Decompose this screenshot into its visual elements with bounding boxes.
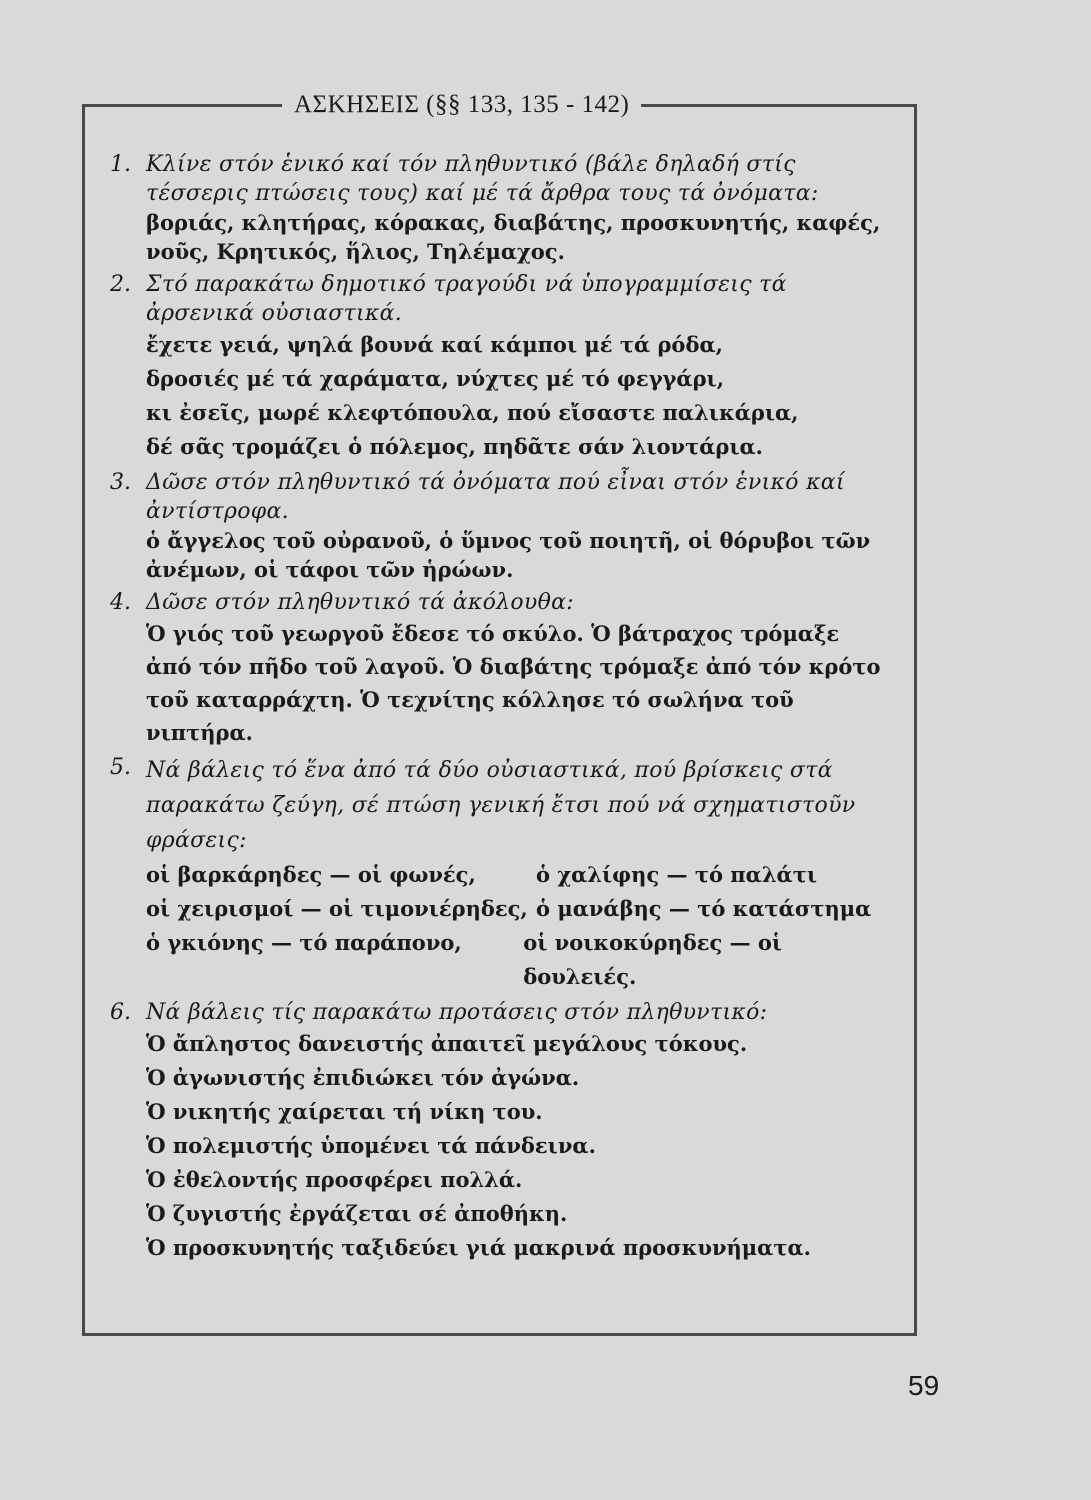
pair-left: ὁ γκιόνης — τό παράπονο, [146, 930, 462, 955]
pair-left: οἱ βαρκάρηδες — οἱ φωνές, [146, 862, 476, 887]
sentence: Ὁ πολεμιστής ὑπομένει τά πάνδεινα. [146, 1133, 596, 1158]
exercise-instruction: Κλίνε στόν ἑνικό καί τόν πληθυντικό (βάλε δηλαδή στίς τέσσερις πτώσεις τους) καί μέ τά ἄρθρα τους τά ὀνόματα: [146, 152, 819, 206]
poem-line: δροσιές μέ τά χαράματα, νύχτες μέ τό φεγγάρι, [146, 366, 725, 391]
pair-row [146, 858, 890, 892]
poem-line: ἔχετε γειά, ψηλά βουνά καί κάμποι μέ τά ρόδα, [146, 332, 723, 357]
pair-right: ὁ χαλίφης — τό παλάτι [536, 862, 818, 887]
sentence: Ὁ ζυγιστής ἐργάζεται σέ ἀποθήκη. [146, 1201, 568, 1226]
poem-line: κι ἐσεῖς, μωρέ κλεφτόπουλα, πού εἴσαστε παλικάρια, [146, 400, 799, 425]
exercise-number: 5. [110, 755, 131, 780]
exercise-instruction: Στό παρακάτω δημοτικό τραγούδι νά ὑπογραμμίσεις τά ἀρσενικά οὐσιαστικά. [146, 272, 787, 326]
exercise-5 [110, 753, 890, 858]
pair-right: οἱ νοικοκύρηδες — οἱ δουλειές. [523, 930, 783, 989]
poem-line: δέ σᾶς τρομάζει ὁ πόλεμος, πηδᾶτε σάν λιοντάρια. [146, 434, 763, 459]
exercise-instruction: Νά βάλεις τό ἕνα ἀπό τά δύο οὐσιαστικά, πού βρίσκεις στά παρακάτω ζεύγη, σέ πτώση γενική ἔτσι πού νά σχηματιστοῦν φράσεις: [146, 758, 856, 853]
word-pairs [110, 858, 890, 994]
exercise-number: 3. [110, 470, 131, 495]
sentence: Ὁ ἄπληστος δανειστής ἀπαιτεῖ μεγάλους τόκους. [146, 1031, 748, 1056]
exercise-2 [110, 270, 890, 328]
page-number: 59 [908, 1370, 940, 1401]
exercise-4 [110, 588, 890, 617]
exercise-words: βοριάς, κλητήρας, κόρακας, διαβάτης, προσκυνητής, καφές, νοῦς, Κρητικός, ἥλιος, Τηλέμαχος. [146, 210, 881, 264]
exercise-number: 1. [110, 152, 131, 177]
exercise-instruction: Δῶσε στόν πληθυντικό τά ἀκόλουθα: [146, 590, 575, 615]
exercise-3 [110, 468, 890, 526]
exercise-instruction: Δῶσε στόν πληθυντικό τά ὀνόματα πού εἶναι στόν ἑνικό καί ἀντίστροφα. [146, 470, 845, 524]
pair-row [146, 926, 890, 994]
exercise-number: 4. [110, 590, 131, 615]
exercise-6 [110, 998, 890, 1027]
pair-row [146, 892, 890, 926]
pair-right: ὁ μανάβης — τό κατάστημα [536, 896, 872, 921]
exercise-list [110, 150, 890, 1265]
sentence: Ὁ νικητής χαίρεται τή νίκη του. [146, 1099, 543, 1124]
exercise-1 [110, 150, 890, 208]
sentence: Ὁ ἐθελοντής προσφέρει πολλά. [146, 1167, 523, 1192]
poem [110, 328, 890, 464]
exercise-text: Ὁ γιός τοῦ γεωργοῦ ἔδεσε τό σκύλο. Ὁ βάτραχος τρόμαξε ἀπό τόν πῆδο τοῦ λαγοῦ. Ὁ διαβάτης τρόμαξε ἀπό τόν κρότο τοῦ καταρράχτη. Ὁ τεχνίτης κόλλησε τό σωλήνα τοῦ νιπτήρα. [146, 621, 881, 745]
pair-left: οἱ χειρισμοί — οἱ τιμονιέρηδες, [146, 896, 528, 921]
exercise-instruction: Νά βάλεις τίς παρακάτω προτάσεις στόν πληθυντικό: [146, 1000, 768, 1025]
sentence: Ὁ ἀγωνιστής ἐπιδιώκει τόν ἀγώνα. [146, 1065, 580, 1090]
exercise-text: ὁ ἄγγελος τοῦ οὐρανοῦ, ὁ ὕμνος τοῦ ποιητῆ, οἱ θόρυβοι τῶν ἀνέμων, οἱ τάφοι τῶν ἡρώων. [146, 528, 871, 582]
exercise-number: 2. [110, 272, 131, 297]
page-title: ΑΣΚΗΣΕΙΣ (§§ 133, 135 - 142) [282, 88, 641, 122]
exercise-number: 6. [110, 1000, 131, 1025]
sentences [110, 1027, 890, 1265]
sentence: Ὁ προσκυνητής ταξιδεύει γιά μακρινά προσκυνήματα. [146, 1235, 811, 1260]
